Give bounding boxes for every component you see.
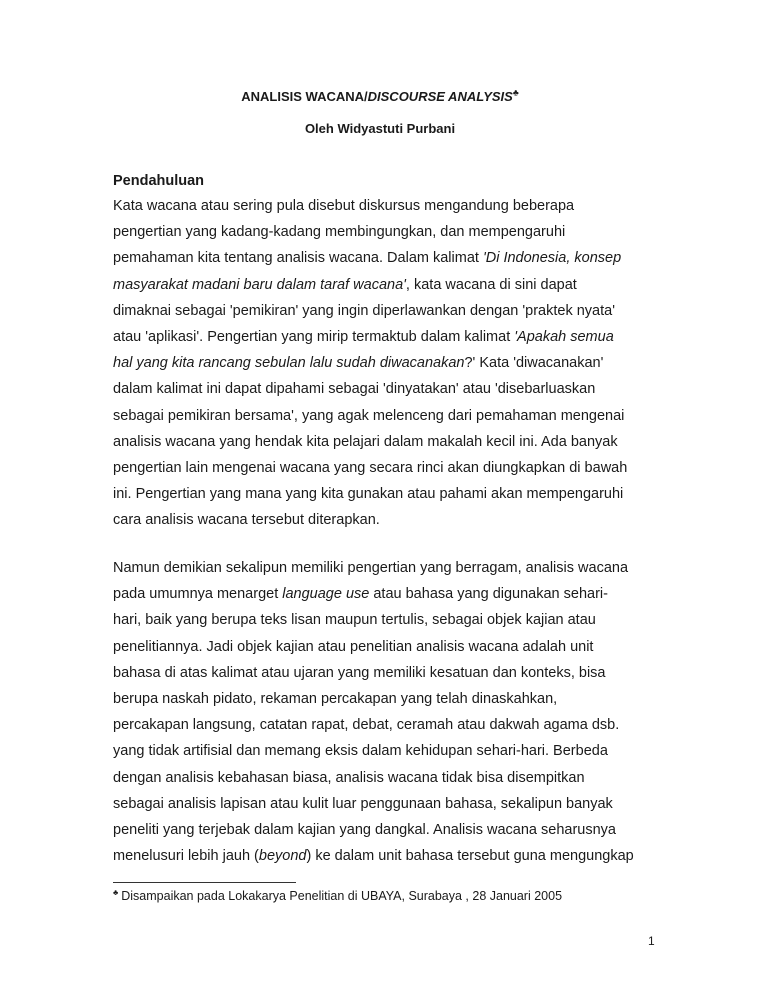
footnote-text: Disampaikan pada Lokakarya Penelitian di UBAYA, Surabaya , 28 Januari 2005	[121, 889, 563, 903]
line-text: penelitiannya. Jadi objek kajian atau penelitian analisis wacana adalah unit	[113, 638, 594, 655]
footnote-separator	[113, 882, 296, 883]
italic-quote: 'Di Indonesia, konsep	[482, 250, 622, 267]
line-text: dengan analisis kebahasan biasa, analisis wacana tidak bisa disempitkan	[113, 769, 585, 786]
paragraph-2	[113, 555, 673, 869]
line-text: menelusuri lebih jauh (	[113, 848, 259, 865]
line-text: sebagai pemikiran bersama', yang agak melenceng dari pemahaman mengenai	[113, 407, 625, 424]
italic-quote: 'Apakah semua	[514, 328, 614, 345]
paragraph-line	[113, 324, 673, 350]
line-text: yang tidak artifisial dan memang eksis dalam kehidupan sehari-hari. Berbeda	[113, 743, 608, 760]
paragraph-line	[113, 193, 673, 219]
line-text: ini. Pengertian yang mana yang kita gunakan atau pahami akan mempengaruhi	[113, 486, 624, 503]
paragraph-line	[113, 376, 673, 402]
section-heading: Pendahuluan	[113, 173, 205, 189]
line-text: ) ke dalam unit bahasa tersebut guna mengungkap	[306, 848, 634, 865]
page-number: 1	[648, 934, 655, 948]
paragraph-line	[113, 660, 673, 686]
line-text: atau 'aplikasi'. Pengertian yang mirip termaktub dalam kalimat	[113, 328, 515, 345]
paragraph-line	[113, 507, 673, 533]
paragraph-1	[113, 193, 673, 533]
title-italic-text: DISCOURSE ANALYSIS	[367, 89, 513, 104]
footnote-mark: ♣	[113, 887, 119, 897]
paragraph-line	[113, 429, 673, 455]
paragraph-line	[113, 272, 673, 298]
line-text: , kata wacana di sini dapat	[405, 276, 577, 293]
line-text: dalam kalimat ini dapat dipahami sebagai 'dinyatakan' atau 'disebarluaskan	[113, 381, 596, 398]
line-text: Kata wacana atau sering pula disebut diskursus mengandung beberapa	[113, 198, 575, 214]
line-text: pengertian lain mengenai wacana yang secara rinci akan diungkapkan di bawah	[113, 459, 628, 476]
paragraph-line	[113, 581, 673, 607]
author-line: Oleh Widyastuti Purbani	[304, 121, 456, 136]
line-text: analisis wacana yang hendak kita pelajari dalam makalah kecil ini. Ada banyak	[113, 433, 618, 450]
line-text: pada umumnya menarget	[113, 586, 283, 603]
paragraph-line	[113, 350, 673, 376]
line-text: berupa naskah pidato, rekaman percakapan yang telah dinaskahkan,	[113, 690, 558, 707]
paragraph-line	[113, 712, 673, 738]
paragraph-line	[113, 791, 673, 817]
line-text: percakapan langsung, catatan rapat, debat, ceramah atau dakwah agama dsb.	[113, 717, 620, 734]
paragraph-line	[113, 765, 673, 791]
italic-quote: masyarakat madani baru dalam taraf wacana'	[113, 276, 406, 293]
paragraph-line	[113, 481, 673, 507]
line-text: dimaknai sebagai 'pemikiran' yang ingin diperlawankan dengan 'praktek nyata'	[113, 302, 615, 319]
title-footnote-mark: ♣	[512, 87, 519, 98]
paragraph-line	[113, 403, 673, 429]
line-text: pemahaman kita tentang analisis wacana. Dalam kalimat	[113, 250, 483, 267]
line-text: peneliti yang terjebak dalam kajian yang dangkal. Analisis wacana seharusnya	[113, 821, 616, 838]
italic-term: language use	[282, 586, 370, 603]
paragraph-line	[113, 245, 673, 271]
footnote	[113, 888, 562, 904]
paragraph-line	[113, 843, 673, 869]
line-text: Namun demikian sekalipun memiliki pengertian yang berragam, analisis wacana	[113, 560, 629, 576]
paragraph-line	[113, 686, 673, 712]
paragraph-line	[113, 738, 673, 764]
paragraph-line	[113, 634, 673, 660]
line-text: sebagai analisis lapisan atau kulit luar penggunaan bahasa, sekalipun banyak	[113, 795, 613, 812]
paragraph-line	[113, 298, 673, 324]
line-text: pengertian yang kadang-kadang membingungkan, dan mempengaruhi	[113, 224, 566, 241]
paragraph-line	[113, 817, 673, 843]
line-text: hari, baik yang berupa teks lisan maupun tertulis, sebagai objek kajian atau	[113, 612, 596, 629]
line-text: bahasa di atas kalimat atau ujaran yang memiliki kesatuan dan konteks, bisa	[113, 664, 606, 681]
title-text: ANALISIS WACANA/	[241, 89, 368, 104]
paragraph-line	[113, 607, 673, 633]
paragraph-line	[113, 555, 673, 581]
line-text: atau bahasa yang digunakan sehari-	[369, 586, 608, 603]
line-text: ?' Kata 'diwacanakan'	[464, 355, 604, 372]
italic-term: beyond	[258, 848, 307, 865]
document-title	[0, 89, 764, 105]
italic-quote: hal yang kita rancang sebulan lalu sudah diwacanakan	[113, 355, 465, 372]
line-text: cara analisis wacana tersebut diterapkan.	[113, 512, 380, 529]
paragraph-line	[113, 219, 673, 245]
paragraph-line	[113, 455, 673, 481]
